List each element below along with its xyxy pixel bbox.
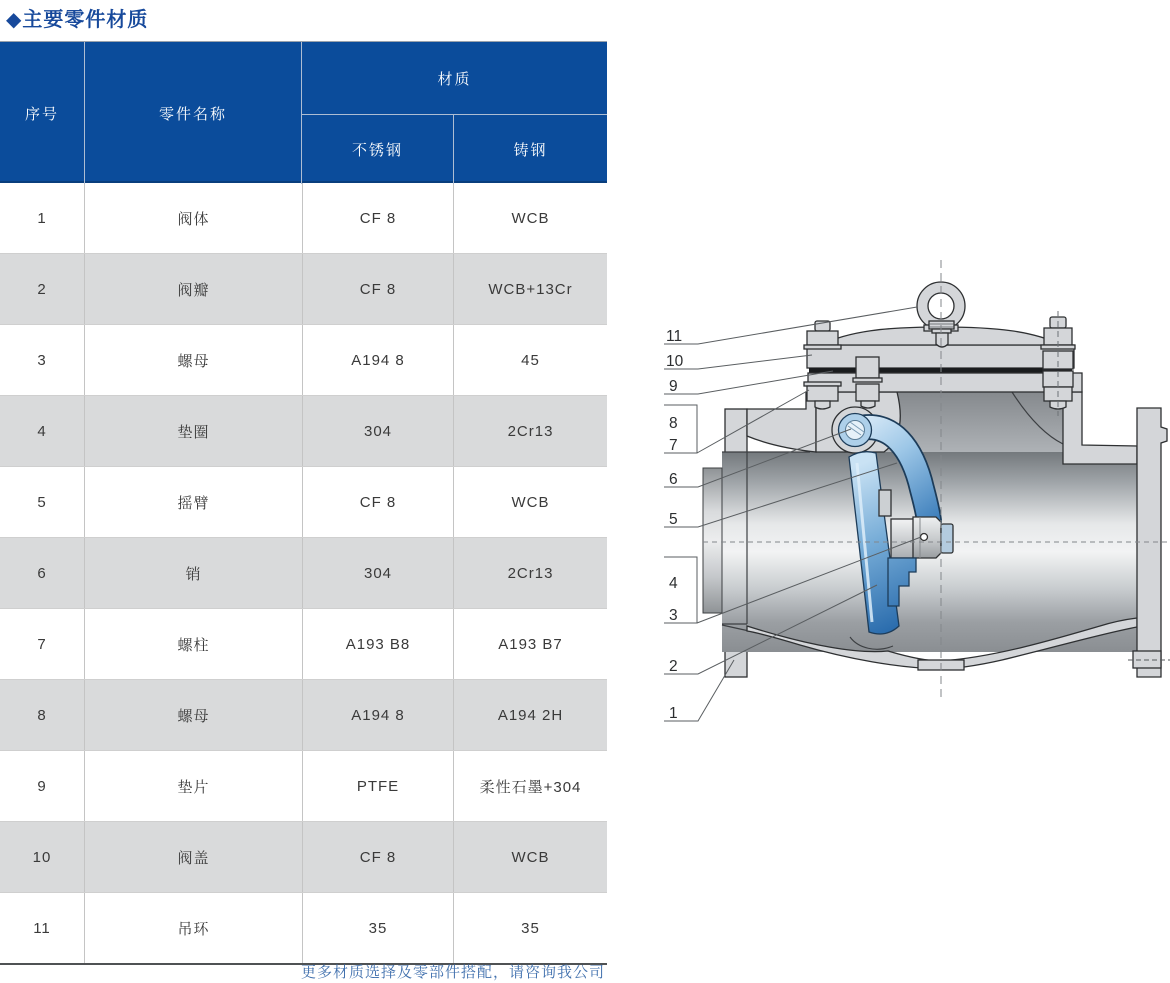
- cell-part: 垫圈: [84, 396, 302, 466]
- header-cell-material: 材质: [437, 70, 472, 88]
- callout-label: 5: [669, 511, 678, 528]
- cell-part: 螺母: [84, 680, 302, 750]
- valve-cross-section-diagram: [640, 250, 1170, 760]
- cell-no: 8: [37, 706, 47, 724]
- table-row: [0, 253, 607, 324]
- cell-stainless: CF 8: [302, 183, 453, 253]
- table-row: [0, 892, 607, 963]
- cell-stainless: 304: [302, 396, 453, 466]
- cell-stainless: 35: [302, 893, 453, 963]
- cell-part: 螺母: [84, 325, 302, 395]
- materials-table: [0, 41, 607, 965]
- cell-stainless: CF 8: [302, 822, 453, 892]
- header-cell-no: 序号: [24, 105, 59, 123]
- callout-label: 6: [669, 471, 678, 488]
- cell-part: 销: [84, 538, 302, 608]
- cell-cast: WCB: [453, 467, 607, 537]
- table-row: [0, 183, 607, 253]
- cell-stainless: 304: [302, 538, 453, 608]
- table-header: [0, 41, 607, 183]
- header-cell-part-name: 零件名称: [84, 42, 302, 184]
- cell-cast: 35: [453, 893, 607, 963]
- cell-no: 3: [37, 351, 47, 369]
- cell-no: 2: [37, 280, 47, 298]
- table-body: [0, 183, 607, 965]
- cell-stainless: A194 8: [302, 325, 453, 395]
- cell-no: 5: [37, 493, 47, 511]
- cell-stainless: CF 8: [302, 467, 453, 537]
- cell-no: 9: [37, 777, 47, 795]
- cell-cast: 柔性石墨+304: [453, 751, 607, 821]
- cell-no: 11: [33, 919, 51, 937]
- cell-cast: WCB: [453, 183, 607, 253]
- cell-no: 7: [37, 635, 47, 653]
- cell-part: 吊环: [84, 893, 302, 963]
- callout-label: 1: [669, 705, 678, 722]
- callout-label: 11: [666, 328, 683, 345]
- cell-cast: WCB: [453, 822, 607, 892]
- cell-cast: 2Cr13: [453, 396, 607, 466]
- cell-stainless: A194 8: [302, 680, 453, 750]
- cell-no: 6: [37, 564, 47, 582]
- cell-stainless: CF 8: [302, 254, 453, 324]
- callout-label: 3: [669, 607, 678, 624]
- table-row: [0, 608, 607, 679]
- callout-labels: [666, 328, 684, 722]
- header-cell-stainless: 不锈钢: [302, 114, 453, 184]
- callout-label: 4: [669, 575, 678, 592]
- callout-label: 9: [669, 378, 678, 395]
- cell-part: 阀体: [84, 183, 302, 253]
- table-row: [0, 537, 607, 608]
- callout-label: 10: [666, 353, 684, 370]
- cell-no: 10: [32, 848, 52, 866]
- header-cell-cast: 铸钢: [453, 114, 607, 184]
- cell-part: 垫片: [84, 751, 302, 821]
- cell-stainless: A193 B8: [302, 609, 453, 679]
- table-row: [0, 466, 607, 537]
- table-row: [0, 324, 607, 395]
- table-row: [0, 750, 607, 821]
- cell-part: 螺柱: [84, 609, 302, 679]
- table-row: [0, 679, 607, 750]
- cell-cast: 45: [453, 325, 607, 395]
- cell-cast: 2Cr13: [453, 538, 607, 608]
- cell-cast: A194 2H: [453, 680, 607, 750]
- table-row: [0, 821, 607, 892]
- cell-part: 摇臂: [84, 467, 302, 537]
- callout-label: 7: [669, 437, 678, 454]
- cell-part: 阀瓣: [84, 254, 302, 324]
- footer-note: 更多材质选择及零部件搭配，请咨询我公司: [300, 964, 605, 981]
- callout-label: 2: [669, 658, 678, 675]
- cell-cast: A193 B7: [453, 609, 607, 679]
- cell-cast: WCB+13Cr: [453, 254, 607, 324]
- cell-part: 阀盖: [84, 822, 302, 892]
- valve-body-drawing: [703, 282, 1170, 677]
- table-row: [0, 395, 607, 466]
- page-title: ◆主要零件材质: [6, 9, 149, 31]
- cell-stainless: PTFE: [302, 751, 453, 821]
- cell-no: 1: [37, 209, 47, 227]
- callout-label: 8: [669, 415, 678, 432]
- cell-no: 4: [37, 422, 47, 440]
